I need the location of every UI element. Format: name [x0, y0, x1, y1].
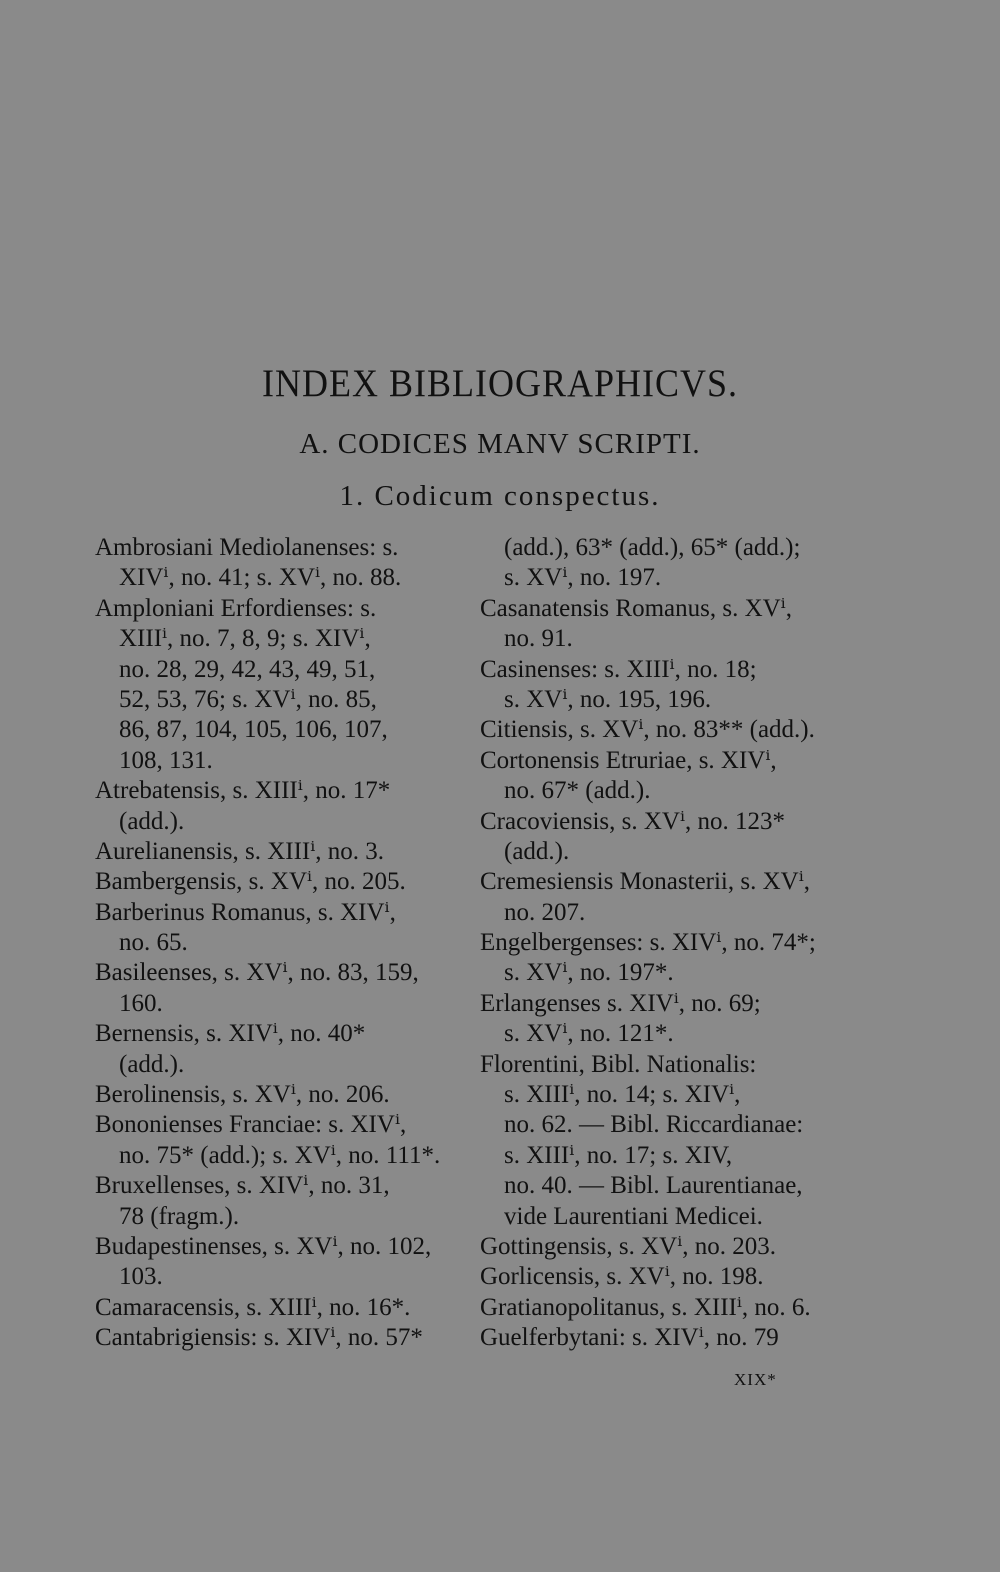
index-line: s. XVⁱ, no. 197. [504, 564, 662, 592]
index-line: (add.). [504, 837, 570, 865]
index-line: Casinenses: s. XIIIⁱ, no. 18; [480, 655, 757, 683]
index-line: Cremesiensis Monasterii, s. XVⁱ, [480, 868, 810, 896]
index-line: 160. [119, 989, 163, 1017]
index-line: Guelferbytani: s. XIVⁱ, no. 79 [480, 1324, 779, 1352]
index-line: Bononienses Franciae: s. XIVⁱ, [95, 1111, 407, 1139]
index-line: 103. [119, 1263, 163, 1291]
index-line: Casanatensis Romanus, s. XVⁱ, [480, 594, 792, 622]
index-line: Basileenses, s. XVⁱ, no. 83, 159, [95, 959, 419, 987]
index-line: Amploniani Erfordienses: s. [95, 594, 377, 622]
index-line: Cantabrigiensis: s. XIVⁱ, no. 57* [95, 1324, 423, 1352]
index-line: no. 75* (add.); s. XVⁱ, no. 111*. [119, 1141, 441, 1169]
index-line: 78 (fragm.). [119, 1202, 240, 1230]
index-line: (add.). [119, 1050, 185, 1078]
index-line: s. XVⁱ, no. 121*. [504, 1020, 674, 1048]
index-line: Cortonensis Etruriae, s. XIVⁱ, [480, 746, 777, 774]
index-line: no. 40. — Bibl. Laurentianae, [504, 1172, 803, 1200]
index-line: no. 91. [504, 625, 573, 653]
index-line: Ambrosiani Mediolanenses: s. [95, 534, 399, 561]
index-line: Gorlicensis, s. XVⁱ, no. 198. [480, 1263, 764, 1291]
index-line: Erlangenses s. XIVⁱ, no. 69; [480, 989, 761, 1017]
index-line: s. XVⁱ, no. 195, 196. [504, 685, 712, 713]
section-heading: A. CODICES MANV SCRIPTI. [299, 428, 701, 460]
index-line: XIVⁱ, no. 41; s. XVⁱ, no. 88. [119, 564, 402, 592]
index-line: Gottingensis, s. XVⁱ, no. 203. [480, 1232, 777, 1260]
right-column [480, 533, 832, 1354]
index-line: Budapestinenses, s. XVⁱ, no. 102, [95, 1232, 432, 1260]
index-line: Atrebatensis, s. XIIIⁱ, no. 17* [95, 777, 391, 805]
index-line: Florentini, Bibl. Nationalis: [480, 1050, 757, 1078]
index-line: s. XIIIⁱ, no. 14; s. XIVⁱ, [504, 1081, 741, 1109]
index-line: no. 62. — Bibl. Riccardianae: [504, 1111, 804, 1139]
index-line: 86, 87, 104, 105, 106, 107, [119, 716, 388, 744]
left-column [95, 533, 447, 1354]
index-line: no. 65. [119, 929, 188, 957]
index-line: s. XIIIⁱ, no. 17; s. XIV, [504, 1141, 733, 1169]
index-line: Camaracensis, s. XIIIⁱ, no. 16*. [95, 1293, 411, 1321]
index-line: Bruxellenses, s. XIVⁱ, no. 31, [95, 1172, 390, 1200]
index-line: Barberinus Romanus, s. XIVⁱ, [95, 898, 396, 926]
index-line: 108, 131. [119, 746, 213, 774]
index-line: Gratianopolitanus, s. XIIIⁱ, no. 6. [480, 1293, 811, 1321]
page-title: INDEX BIBLIOGRAPHICVS. [261, 361, 738, 405]
index-line: no. 28, 29, 42, 43, 49, 51, [119, 655, 376, 683]
index-line: 52, 53, 76; s. XVⁱ, no. 85, [119, 685, 377, 713]
index-line: (add.), 63* (add.), 65* (add.); [504, 534, 801, 561]
index-line: vide Laurentiani Medicei. [504, 1202, 763, 1230]
index-line: Bernensis, s. XIVⁱ, no. 40* [95, 1020, 366, 1048]
index-line: Citiensis, s. XVⁱ, no. 83** (add.). [480, 716, 815, 744]
index-line: (add.). [119, 807, 185, 835]
index-line: no. 207. [504, 898, 586, 926]
index-line: no. 67* (add.). [504, 777, 651, 805]
subsection-heading: 1. Codicum conspectus. [339, 480, 661, 512]
index-line: XIIIⁱ, no. 7, 8, 9; s. XIVⁱ, [119, 625, 371, 653]
index-line: Engelbergenses: s. XIVⁱ, no. 74*; [480, 929, 816, 957]
index-line: Bambergensis, s. XVⁱ, no. 205. [95, 868, 406, 896]
page-number: XIX* [734, 1370, 777, 1389]
index-line: Cracoviensis, s. XVⁱ, no. 123* [480, 807, 786, 835]
index-line: Aurelianensis, s. XIIIⁱ, no. 3. [95, 837, 385, 865]
index-line: s. XVⁱ, no. 197*. [504, 959, 674, 987]
index-line: Berolinensis, s. XVⁱ, no. 206. [95, 1081, 390, 1109]
